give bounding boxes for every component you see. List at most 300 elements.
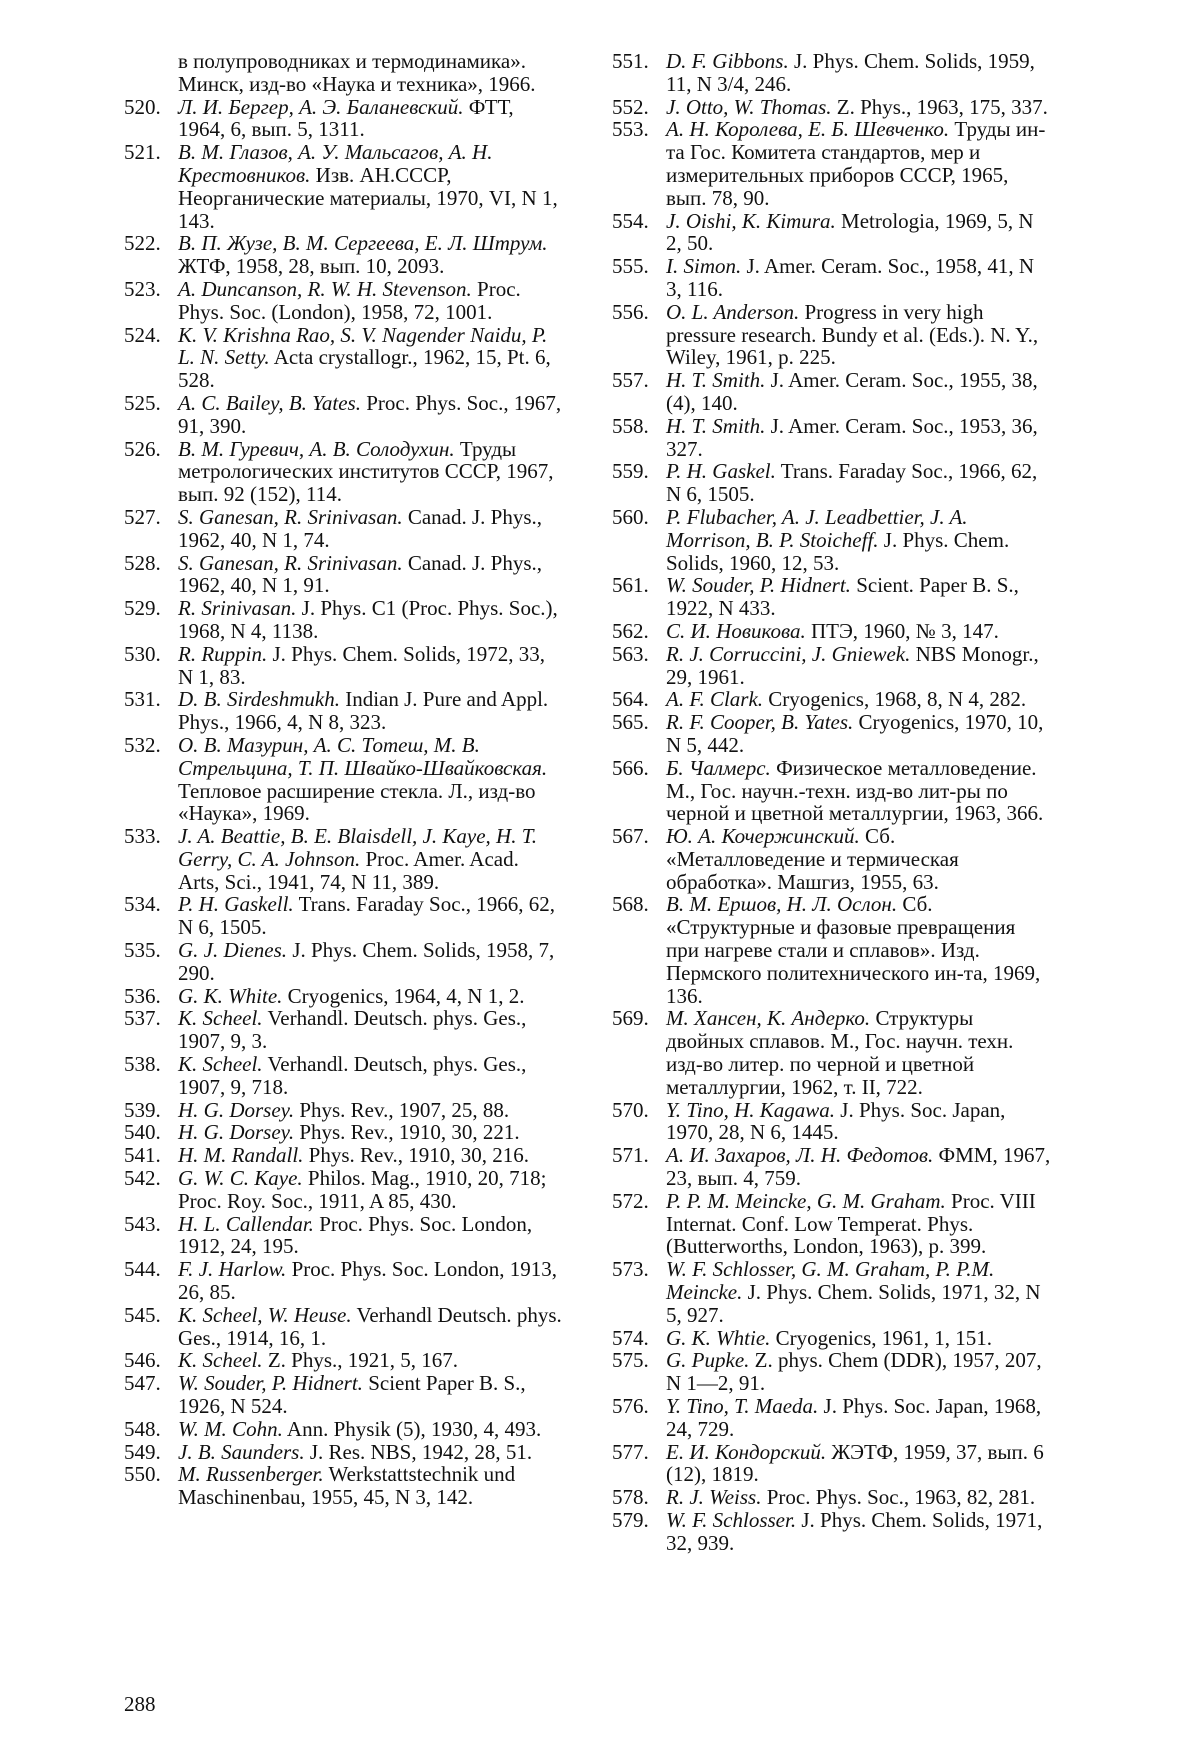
reference-citation: J. Amer. Ceram. Soc., 1958, 41, N 3, 116. [666, 254, 1034, 301]
reference-authors: W. F. Schlosser, G. M. Graham, P. P.M. Meincke. [666, 1257, 994, 1304]
reference-authors: А. Н. Королева, Е. Б. Шевченко. [666, 117, 949, 141]
reference-text [178, 552, 564, 598]
reference-entry [124, 278, 564, 324]
reference-text [666, 1486, 1052, 1509]
reference-text [178, 1007, 564, 1053]
reference-text [666, 893, 1052, 1007]
reference-citation: Proc. Phys. Soc. (London), 1958, 72, 1001. [178, 277, 521, 324]
reference-authors: P. H. Gaskel. [666, 459, 776, 483]
reference-number: 525. [124, 392, 178, 438]
reference-citation: Phys. Rev., 1910, 30, 221. [299, 1120, 519, 1144]
reference-text [666, 460, 1052, 506]
reference-citation: Ann. Physik (5), 1930, 4, 493. [287, 1417, 541, 1441]
reference-citation: J. Phys. Soc. Japan, 1968, 24, 729. [666, 1394, 1041, 1441]
reference-authors: M. Russenberger. [178, 1462, 324, 1486]
reference-entry [612, 96, 1052, 119]
reference-text [178, 1099, 564, 1122]
reference-entry [124, 985, 564, 1008]
reference-entry [612, 643, 1052, 689]
reference-number: 562. [612, 620, 666, 643]
reference-text [178, 985, 564, 1008]
reference-entry [124, 506, 564, 552]
reference-text [666, 1349, 1052, 1395]
reference-number: 579. [612, 1509, 666, 1555]
reference-authors: K. Scheel. [178, 1006, 263, 1030]
reference-authors: В. М. Глазов, А. У. Мальсагов, А. Н. Крестовников. [178, 140, 492, 187]
reference-entry [612, 1349, 1052, 1395]
reference-authors: H. G. Dorsey. [178, 1120, 294, 1144]
reference-text [666, 255, 1052, 301]
reference-entry [124, 96, 564, 142]
reference-authors: W. F. Schlosser. [666, 1508, 796, 1532]
reference-citation: J. Res. NBS, 1942, 28, 51. [310, 1440, 532, 1464]
reference-citation: Werkstattstechnik und Maschinenbau, 1955, 45, N 3, 142. [178, 1462, 515, 1509]
reference-citation: Труды ин-та Гос. Комитета стандартов, мер и измерительных приборов СССР, 1965, вып. 78, 90. [666, 117, 1045, 209]
reference-number: 560. [612, 506, 666, 574]
reference-citation: Trans. Faraday Soc., 1966, 62, N 6, 1505. [666, 459, 1037, 506]
reference-authors: С. И. Новикова. [666, 619, 806, 643]
reference-number: 529. [124, 597, 178, 643]
reference-citation: Сб. «Металловедение и термическая обработка». Машгиз, 1955, 63. [666, 824, 959, 894]
reference-citation: Proc. Phys. Soc., 1963, 82, 281. [767, 1485, 1035, 1509]
reference-authors: P. P. M. Meincke, G. M. Graham. [666, 1189, 946, 1213]
reference-entry [124, 893, 564, 939]
reference-entry [124, 50, 564, 96]
reference-authors: R. J. Weiss. [666, 1485, 761, 1509]
reference-citation: Сб. «Структурные и фазовые превращения при нагреве стали и сплавов». Изд. Пермского политехнического ин-та, 1969, 136. [666, 892, 1040, 1007]
reference-number: 550. [124, 1463, 178, 1509]
reference-citation: J. Phys. Chem. Solids, 1960, 12, 53. [666, 528, 1009, 575]
reference-number: 570. [612, 1099, 666, 1145]
reference-citation: Scient. Paper B. S., 1922, N 433. [666, 573, 1019, 620]
reference-citation: ЖТФ, 1958, 28, вып. 10, 2093. [178, 254, 444, 278]
reference-text [178, 734, 564, 825]
reference-citation: Z. Phys., 1963, 175, 337. [837, 95, 1048, 119]
reference-citation: Cryogenics, 1970, 10, N 5, 442. [666, 710, 1043, 757]
references-right-column [612, 50, 1052, 1555]
reference-number: 526. [124, 438, 178, 506]
reference-entry [124, 1121, 564, 1144]
reference-authors: A. Duncanson, R. W. H. Stevenson. [178, 277, 472, 301]
reference-citation: Cryogenics, 1961, 1, 151. [776, 1326, 992, 1350]
reference-authors: A. C. Bailey, B. Yates. [178, 391, 361, 415]
reference-authors: G. K. White. [178, 984, 282, 1008]
reference-text [666, 301, 1052, 369]
reference-entry [612, 415, 1052, 461]
reference-number: 521. [124, 141, 178, 232]
reference-entry [124, 392, 564, 438]
reference-number: 572. [612, 1190, 666, 1258]
reference-entry [612, 1258, 1052, 1326]
reference-authors: R. Srinivasan. [178, 596, 296, 620]
reference-number: 528. [124, 552, 178, 598]
reference-citation: J. Phys. Chem. Solids, 1959, 11, N 3/4, 246. [666, 49, 1035, 96]
reference-entry [124, 232, 564, 278]
reference-number: 568. [612, 893, 666, 1007]
reference-entry [612, 50, 1052, 96]
reference-authors: Л. И. Бергер, А. Э. Баланевский. [178, 95, 463, 119]
reference-number: 557. [612, 369, 666, 415]
reference-citation: Canad. J. Phys., 1962, 40, N 1, 74. [178, 505, 542, 552]
reference-citation: Verhandl Deutsch. phys. Ges., 1914, 16, 1. [178, 1303, 562, 1350]
reference-number: 524. [124, 324, 178, 392]
reference-entry [124, 438, 564, 506]
reference-entry [612, 620, 1052, 643]
reference-citation: J. Amer. Ceram. Soc., 1953, 36, 327. [666, 414, 1038, 461]
reference-authors: В. П. Жузе, В. М. Сергеева, Е. Л. Штрум. [178, 231, 548, 255]
reference-citation: Scient Paper B. S., 1926, N 524. [178, 1371, 526, 1418]
reference-citation: Proc. Amer. Acad. Arts, Sci., 1941, 74, N 11, 389. [178, 847, 519, 894]
reference-authors: W. Souder, P. Hidnert. [178, 1371, 363, 1395]
reference-authors: R. Ruppin. [178, 642, 267, 666]
reference-authors: Y. Tino, T. Maeda. [666, 1394, 818, 1418]
reference-text [178, 597, 564, 643]
reference-entry [124, 1167, 564, 1213]
reference-citation: Z. phys. Chem (DDR), 1957, 207, N 1—2, 91. [666, 1348, 1042, 1395]
reference-number: 541. [124, 1144, 178, 1167]
page-number: 288 [124, 1692, 156, 1717]
reference-entry [124, 1304, 564, 1350]
reference-citation: Proc. Phys. Soc. London, 1913, 26, 85. [178, 1257, 557, 1304]
reference-entry [124, 939, 564, 985]
reference-authors: G. Pupke. [666, 1348, 749, 1372]
reference-authors: G. K. Whtie. [666, 1326, 770, 1350]
reference-authors: М. Хансен, К. Андерко. [666, 1006, 870, 1030]
reference-entry [124, 1349, 564, 1372]
reference-text [666, 1190, 1052, 1258]
reference-entry [124, 734, 564, 825]
reference-citation: J. Phys. Chem. Solids, 1972, 33, N 1, 83. [178, 642, 545, 689]
reference-entry [612, 1441, 1052, 1487]
reference-number: 554. [612, 210, 666, 256]
reference-citation: Proc. Phys. Soc., 1967, 91, 390. [178, 391, 561, 438]
reference-authors: О. В. Мазурин, А. С. Тотеш, М. В. Стрельцина, Т. П. Швайко-Швайковская. [178, 733, 547, 780]
reference-text [178, 1441, 564, 1464]
reference-text [666, 506, 1052, 574]
reference-citation: Proc. Phys. Soc. London, 1912, 24, 195. [178, 1212, 532, 1259]
reference-text [178, 939, 564, 985]
reference-number: 535. [124, 939, 178, 985]
reference-authors: H. T. Smith. [666, 368, 765, 392]
reference-number: 571. [612, 1144, 666, 1190]
reference-authors: H. G. Dorsey. [178, 1098, 294, 1122]
reference-authors: В. М. Ершов, Н. Л. Ослон. [666, 892, 897, 916]
reference-text [666, 1327, 1052, 1350]
reference-text [178, 1167, 564, 1213]
reference-entry [124, 1007, 564, 1053]
reference-entry [612, 460, 1052, 506]
reference-text [666, 50, 1052, 96]
reference-number: 530. [124, 643, 178, 689]
reference-citation: Z. Phys., 1921, 5, 167. [268, 1348, 458, 1372]
reference-entry [124, 1213, 564, 1259]
reference-citation: Metrologia, 1969, 5, N 2, 50. [666, 209, 1034, 256]
reference-text [178, 96, 564, 142]
reference-authors: G. W. C. Kaye. [178, 1166, 303, 1190]
reference-number: 552. [612, 96, 666, 119]
reference-citation: Proc. VIII Internat. Conf. Low Temperat. Phys. (Butterworths, London, 1963), p. 399. [666, 1189, 1036, 1259]
document-page [0, 0, 1200, 1747]
reference-number: 538. [124, 1053, 178, 1099]
reference-citation: Труды метрологических институтов СССР, 1967, вып. 92 (152), 114. [178, 437, 554, 507]
reference-authors: Ю. А. Кочержинский. [666, 824, 860, 848]
reference-citation: Структуры двойных сплавов. М., Гос. научн. техн. изд-во литер. по черной и цветной металлургии, 1962, т. II, 722. [666, 1006, 1013, 1098]
references-left-column [124, 50, 564, 1509]
reference-citation: Phys. Rev., 1907, 25, 88. [299, 1098, 509, 1122]
reference-number: 546. [124, 1349, 178, 1372]
reference-number: 575. [612, 1349, 666, 1395]
reference-citation: Тепловое расширение стекла. Л., изд-во «Наука», 1969. [178, 779, 536, 826]
reference-number: 537. [124, 1007, 178, 1053]
reference-text [178, 1418, 564, 1441]
reference-text [178, 1258, 564, 1304]
reference-entry [124, 324, 564, 392]
reference-entry [612, 574, 1052, 620]
reference-number: 534. [124, 893, 178, 939]
reference-authors: J. Otto, W. Thomas. [666, 95, 832, 119]
reference-citation: J. Amer. Ceram. Soc., 1955, 38, (4), 140. [666, 368, 1038, 415]
reference-number: 556. [612, 301, 666, 369]
reference-authors: J. A. Beattie, B. E. Blaisdell, J. Kaye, H. T. Gerry, C. A. Johnson. [178, 824, 537, 871]
reference-authors: S. Ganesan, R. Srinivasan. [178, 551, 403, 575]
reference-text [178, 1121, 564, 1144]
reference-text [666, 1395, 1052, 1441]
reference-number: 558. [612, 415, 666, 461]
reference-authors: R. F. Cooper, B. Yates. [666, 710, 853, 734]
reference-text [178, 1304, 564, 1350]
reference-text [178, 438, 564, 506]
reference-number: 555. [612, 255, 666, 301]
reference-entry [612, 1144, 1052, 1190]
reference-number: 544. [124, 1258, 178, 1304]
reference-authors: G. J. Dienes. [178, 938, 287, 962]
reference-text [666, 757, 1052, 825]
reference-text [178, 893, 564, 939]
reference-entry [612, 711, 1052, 757]
reference-number: 569. [612, 1007, 666, 1098]
reference-citation: ФММ, 1967, 23, вып. 4, 759. [666, 1143, 1050, 1190]
reference-citation: J. Phys. Chem. Solids, 1958, 7, 290. [178, 938, 554, 985]
reference-number: 547. [124, 1372, 178, 1418]
reference-number: 553. [612, 118, 666, 209]
reference-entry [124, 597, 564, 643]
reference-entry [612, 1007, 1052, 1098]
reference-authors: A. F. Clark. [666, 687, 763, 711]
reference-text [178, 392, 564, 438]
reference-text [666, 1007, 1052, 1098]
reference-authors: K. V. Krishna Rao, S. V. Nagender Naidu, P. L. N. Setty. [178, 323, 547, 370]
reference-citation: Progress in very high pressure research. Bundy et al. (Eds.). N. Y., Wiley, 1961, p. 225. [666, 300, 1038, 370]
reference-citation: Trans. Faraday Soc., 1966, 62, N 6, 1505. [178, 892, 555, 939]
reference-number: 533. [124, 825, 178, 893]
reference-text [178, 50, 564, 96]
reference-number: 573. [612, 1258, 666, 1326]
reference-citation: J. Phys. C1 (Proc. Phys. Soc.), 1968, N 4, 1138. [178, 596, 558, 643]
reference-entry [124, 1099, 564, 1122]
reference-text [178, 324, 564, 392]
reference-number: 536. [124, 985, 178, 1008]
reference-text [666, 1441, 1052, 1487]
reference-text [666, 1144, 1052, 1190]
reference-citation: Acta crystallogr., 1962, 15, Pt. 6, 528. [178, 345, 551, 392]
reference-entry [124, 1441, 564, 1464]
reference-text [178, 1463, 564, 1509]
reference-number: 566. [612, 757, 666, 825]
reference-authors: W. M. Cohn. [178, 1417, 283, 1441]
reference-text [666, 1099, 1052, 1145]
reference-citation: Verhandl. Deutsch, phys. Ges., 1907, 9, 718. [178, 1052, 526, 1099]
reference-entry [612, 1395, 1052, 1441]
reference-number: 520. [124, 96, 178, 142]
reference-authors: Б. Чалмерс. [666, 756, 771, 780]
reference-authors: K. Scheel, W. Heuse. [178, 1303, 352, 1327]
reference-citation: Phys. Rev., 1910, 30, 216. [309, 1143, 529, 1167]
reference-number: 527. [124, 506, 178, 552]
reference-citation: J. Phys. Chem. Solids, 1971, 32, N 5, 927. [666, 1280, 1041, 1327]
reference-entry [124, 552, 564, 598]
reference-text [666, 825, 1052, 893]
reference-text [666, 574, 1052, 620]
reference-text [666, 711, 1052, 757]
reference-text [666, 210, 1052, 256]
reference-entry [612, 1486, 1052, 1509]
reference-authors: J. Oishi, K. Kimura. [666, 209, 836, 233]
reference-entry [124, 688, 564, 734]
reference-number: 574. [612, 1327, 666, 1350]
reference-entry [612, 301, 1052, 369]
reference-authors: R. J. Corruccini, J. Gniewek. [666, 642, 910, 666]
reference-number: 532. [124, 734, 178, 825]
reference-citation: J. Phys. Chem. Solids, 1971, 32, 939. [666, 1508, 1042, 1555]
reference-authors: P. Flubacher, A. J. Leadbettier, J. A. Morrison, B. P. Stoicheff. [666, 505, 968, 552]
reference-authors: В. М. Гуревич, А. В. Солодухин. [178, 437, 455, 461]
reference-text [178, 825, 564, 893]
reference-citation: ПТЭ, 1960, № 3, 147. [811, 619, 999, 643]
reference-authors: J. B. Saunders. [178, 1440, 305, 1464]
reference-entry [612, 506, 1052, 574]
reference-authors: Е. И. Кондорский. [666, 1440, 826, 1464]
reference-authors: H. M. Randall. [178, 1143, 303, 1167]
reference-authors: F. J. Harlow. [178, 1257, 286, 1281]
reference-number: 543. [124, 1213, 178, 1259]
reference-number: 551. [612, 50, 666, 96]
reference-text [178, 1372, 564, 1418]
reference-authors: K. Scheel. [178, 1052, 263, 1076]
reference-citation: Изв. АН.СССР, Неорганические материалы, 1970, VI, N 1, 143. [178, 163, 558, 233]
reference-entry [612, 1099, 1052, 1145]
reference-text [178, 643, 564, 689]
reference-text [666, 688, 1052, 711]
reference-authors: K. Scheel. [178, 1348, 263, 1372]
reference-text [178, 1349, 564, 1372]
reference-text [178, 688, 564, 734]
reference-text [666, 1509, 1052, 1555]
reference-entry [612, 757, 1052, 825]
reference-citation: J. Phys. Soc. Japan, 1970, 28, N 6, 1445. [666, 1098, 1005, 1145]
reference-number: 563. [612, 643, 666, 689]
reference-entry [612, 825, 1052, 893]
reference-authors: S. Ganesan, R. Srinivasan. [178, 505, 403, 529]
reference-authors: O. L. Anderson. [666, 300, 799, 324]
reference-number: 539. [124, 1099, 178, 1122]
reference-number: 548. [124, 1418, 178, 1441]
reference-authors: I. Simon. [666, 254, 741, 278]
reference-entry [124, 825, 564, 893]
reference-number: 578. [612, 1486, 666, 1509]
reference-number: 567. [612, 825, 666, 893]
reference-entry [124, 1463, 564, 1509]
reference-authors: D. F. Gibbons. [666, 49, 789, 73]
reference-number: 577. [612, 1441, 666, 1487]
reference-entry [124, 643, 564, 689]
reference-number: 576. [612, 1395, 666, 1441]
reference-number: 561. [612, 574, 666, 620]
reference-text [178, 1144, 564, 1167]
reference-entry [612, 688, 1052, 711]
reference-text [666, 369, 1052, 415]
reference-text [666, 415, 1052, 461]
reference-text [666, 96, 1052, 119]
reference-entry [612, 210, 1052, 256]
reference-citation: в полупроводниках и термодинамика». Минск, изд-во «Наука и техника», 1966. [178, 49, 536, 96]
reference-text [178, 141, 564, 232]
reference-citation: Cryogenics, 1964, 4, N 1, 2. [288, 984, 525, 1008]
reference-number: 545. [124, 1304, 178, 1350]
reference-citation: Verhandl. Deutsch. phys. Ges., 1907, 9, 3. [178, 1006, 526, 1053]
reference-entry [124, 1053, 564, 1099]
reference-entry [612, 1190, 1052, 1258]
reference-authors: P. H. Gaskell. [178, 892, 294, 916]
reference-citation: NBS Monogr., 29, 1961. [666, 642, 1039, 689]
reference-number: 540. [124, 1121, 178, 1144]
reference-number: 523. [124, 278, 178, 324]
reference-authors: W. Souder, P. Hidnert. [666, 573, 851, 597]
reference-number: 565. [612, 711, 666, 757]
reference-entry [124, 1418, 564, 1441]
reference-citation: Philos. Mag., 1910, 20, 718; Proc. Roy. Soc., 1911, A 85, 430. [178, 1166, 547, 1213]
reference-authors: H. L. Callendar. [178, 1212, 314, 1236]
reference-entry [612, 1327, 1052, 1350]
reference-text [666, 1258, 1052, 1326]
reference-citation: Canad. J. Phys., 1962, 40, N 1, 91. [178, 551, 542, 598]
reference-entry [124, 1144, 564, 1167]
reference-citation: Indian J. Pure and Appl. Phys., 1966, 4, N 8, 323. [178, 687, 548, 734]
reference-citation: ЖЭТФ, 1959, 37, вып. 6 (12), 1819. [666, 1440, 1044, 1487]
reference-number: 531. [124, 688, 178, 734]
reference-text [178, 506, 564, 552]
reference-citation: Физическое металловедение. М., Гос. научн.-техн. изд-во лит-ры по черной и цветной металлургии, 1963, 366. [666, 756, 1043, 826]
reference-entry [612, 1509, 1052, 1555]
reference-number: 549. [124, 1441, 178, 1464]
reference-authors: Y. Tino, H. Kagawa. [666, 1098, 835, 1122]
reference-text [666, 118, 1052, 209]
reference-citation: ФТТ, 1964, 6, вып. 5, 1311. [178, 95, 514, 142]
reference-authors: D. B. Sirdeshmukh. [178, 687, 340, 711]
reference-text [178, 278, 564, 324]
reference-entry [124, 1258, 564, 1304]
reference-entry [612, 118, 1052, 209]
reference-text [666, 643, 1052, 689]
reference-number: 559. [612, 460, 666, 506]
reference-number: 564. [612, 688, 666, 711]
reference-text [178, 1053, 564, 1099]
reference-number: 542. [124, 1167, 178, 1213]
reference-entry [612, 255, 1052, 301]
reference-entry [124, 141, 564, 232]
reference-entry [612, 369, 1052, 415]
reference-authors: H. T. Smith. [666, 414, 765, 438]
reference-authors: А. И. Захаров, Л. Н. Федотов. [666, 1143, 933, 1167]
